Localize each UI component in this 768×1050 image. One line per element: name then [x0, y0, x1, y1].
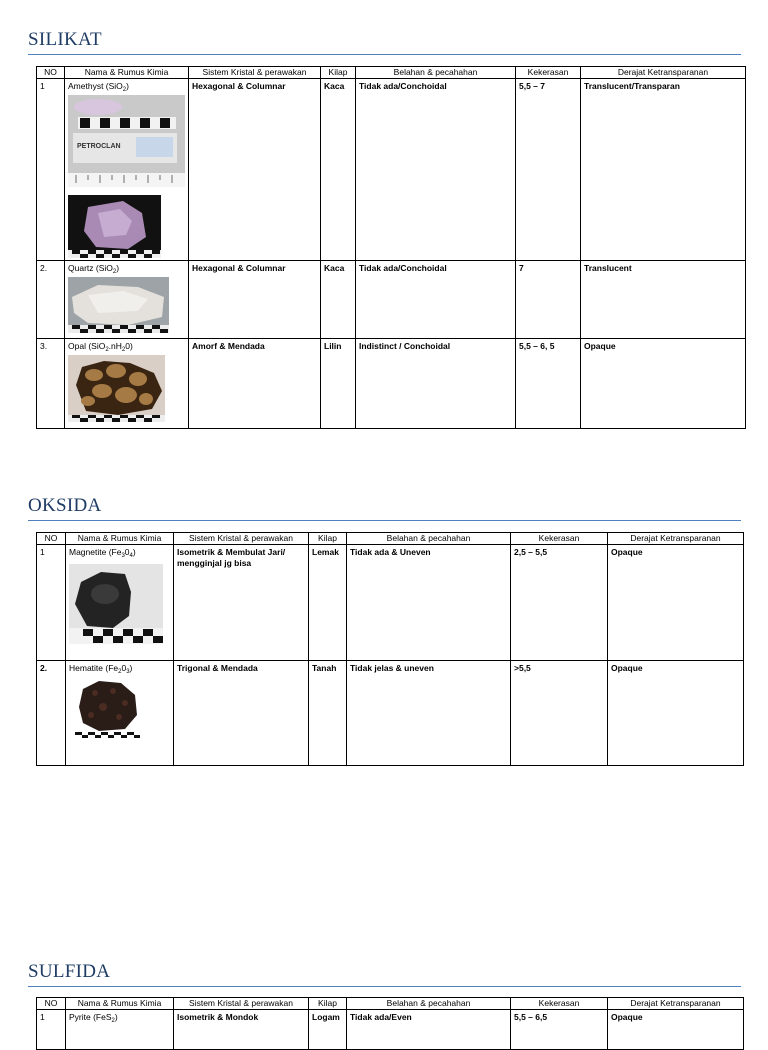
table-header-row — [37, 533, 744, 545]
cell-transparan: Opaque — [608, 661, 744, 766]
cell-nama — [66, 1010, 174, 1050]
table-row — [37, 1010, 744, 1050]
mineral-name: Hematite $(Fe_20_3)$ — [69, 663, 133, 675]
col-header-kekerasan: Kekerasan — [511, 998, 608, 1010]
section-title-silikat: SILIKAT — [28, 29, 102, 50]
hematite-sample-photo — [69, 677, 145, 739]
cell-sistem: Hexagonal & Columnar — [189, 261, 321, 339]
section-rule — [28, 986, 741, 987]
cell-kilap: Kaca — [321, 261, 356, 339]
amethyst-sample-photo — [68, 95, 185, 187]
cell-belahan: Tidak jelas & uneven — [347, 661, 511, 766]
cell-sistem: Trigonal & Mendada — [174, 661, 309, 766]
svg-text:PETROCLAN: PETROCLAN — [77, 143, 121, 150]
section-rule — [28, 54, 741, 55]
cell-belahan: Tidak ada/Conchoidal — [356, 261, 516, 339]
col-header-belahan: Belahan & pecahahan — [356, 67, 516, 79]
mineral-name: Magnetite $(Fe_30_4)$ — [69, 547, 136, 559]
col-header-transparan: Derajat Ketransparanan — [608, 998, 744, 1010]
cell-nama — [65, 79, 189, 261]
cell-transparan: Opaque — [608, 545, 744, 661]
amethyst-closeup-photo — [68, 195, 161, 258]
col-header-sistem: Sistem Kristal & perawakan — [189, 67, 321, 79]
col-header-transparan: Derajat Ketransparanan — [581, 67, 746, 79]
col-header-kilap: Kilap — [309, 998, 347, 1010]
cell-kilap: Lemak — [309, 545, 347, 661]
cell-kekerasan: 7 — [516, 261, 581, 339]
col-header-kekerasan: Kekerasan — [511, 533, 608, 545]
table-row — [37, 661, 744, 766]
section-title-sulfida: SULFIDA — [28, 961, 111, 982]
cell-sistem: Hexagonal & Columnar — [189, 79, 321, 261]
cell-transparan: Translucent — [581, 261, 746, 339]
cell-belahan: Tidak ada/Conchoidal — [356, 79, 516, 261]
section-title-oksida: OKSIDA — [28, 495, 102, 516]
col-header-sistem: Sistem Kristal & perawakan — [174, 998, 309, 1010]
oksida-table — [36, 532, 744, 766]
table-header-row — [37, 998, 744, 1010]
col-header-sistem: Sistem Kristal & perawakan — [174, 533, 309, 545]
col-header-kekerasan: Kekerasan — [516, 67, 581, 79]
cell-no: 3. — [37, 339, 65, 429]
cell-nama — [65, 261, 189, 339]
cell-kekerasan: 5,5 – 7 — [516, 79, 581, 261]
col-header-belahan: Belahan & pecahahan — [347, 533, 511, 545]
col-header-no: NO — [37, 533, 66, 545]
cell-kilap: Lilin — [321, 339, 356, 429]
opal-sample-photo — [68, 355, 165, 422]
cell-belahan: Tidak ada & Uneven — [347, 545, 511, 661]
cell-no: 1 — [37, 545, 66, 661]
silikat-table — [36, 66, 746, 429]
cell-no: 2. — [37, 261, 65, 339]
cell-nama — [66, 661, 174, 766]
col-header-belahan: Belahan & pecahahan — [347, 998, 511, 1010]
cell-transparan: Opaque — [608, 1010, 744, 1050]
col-header-nama: Nama & Rumus Kimia — [66, 533, 174, 545]
cell-kilap: Tanah — [309, 661, 347, 766]
mineral-name: Pyrite (FeS$_2$) — [69, 1012, 118, 1024]
col-header-transparan: Derajat Ketransparanan — [608, 533, 744, 545]
cell-kekerasan: >5,5 — [511, 661, 608, 766]
cell-belahan: Indistinct / Conchoidal — [356, 339, 516, 429]
section-rule — [28, 520, 741, 521]
cell-kilap: Logam — [309, 1010, 347, 1050]
cell-no: 1 — [37, 1010, 66, 1050]
cell-sistem: Amorf & Mendada — [189, 339, 321, 429]
cell-kekerasan: 5,5 – 6, 5 — [516, 339, 581, 429]
table-row — [37, 545, 744, 661]
cell-belahan: Tidak ada/Even — [347, 1010, 511, 1050]
table-row — [37, 261, 746, 339]
cell-kekerasan: 5,5 – 6,5 — [511, 1010, 608, 1050]
cell-nama — [66, 545, 174, 661]
col-header-kilap: Kilap — [321, 67, 356, 79]
col-header-kilap: Kilap — [309, 533, 347, 545]
cell-no: 1 — [37, 79, 65, 261]
cell-nama — [65, 339, 189, 429]
col-header-nama: Nama & Rumus Kimia — [66, 998, 174, 1010]
col-header-nama: Nama & Rumus Kimia — [65, 67, 189, 79]
cell-transparan: Translucent/Transparan — [581, 79, 746, 261]
cell-no: 2. — [37, 661, 66, 766]
quartz-sample-photo — [68, 277, 169, 333]
cell-kilap: Kaca — [321, 79, 356, 261]
col-header-no: NO — [37, 67, 65, 79]
cell-sistem: Isometrik & Membulat Jari/ mengginjal jg bisa — [174, 545, 309, 661]
magnetite-sample-photo — [69, 564, 163, 644]
mineral-name: Amethyst (SiO$_2$) — [68, 81, 129, 93]
col-header-no: NO — [37, 998, 66, 1010]
mineral-name: Opal $(SiO_2.nH_20)$ — [68, 341, 133, 353]
table-row — [37, 79, 746, 261]
table-row — [37, 339, 746, 429]
cell-sistem: Isometrik & Mondok — [174, 1010, 309, 1050]
cell-kekerasan: 2,5 – 5,5 — [511, 545, 608, 661]
table-header-row — [37, 67, 746, 79]
mineral-name: Quartz (SiO$_2$) — [68, 263, 120, 275]
cell-transparan: Opaque — [581, 339, 746, 429]
